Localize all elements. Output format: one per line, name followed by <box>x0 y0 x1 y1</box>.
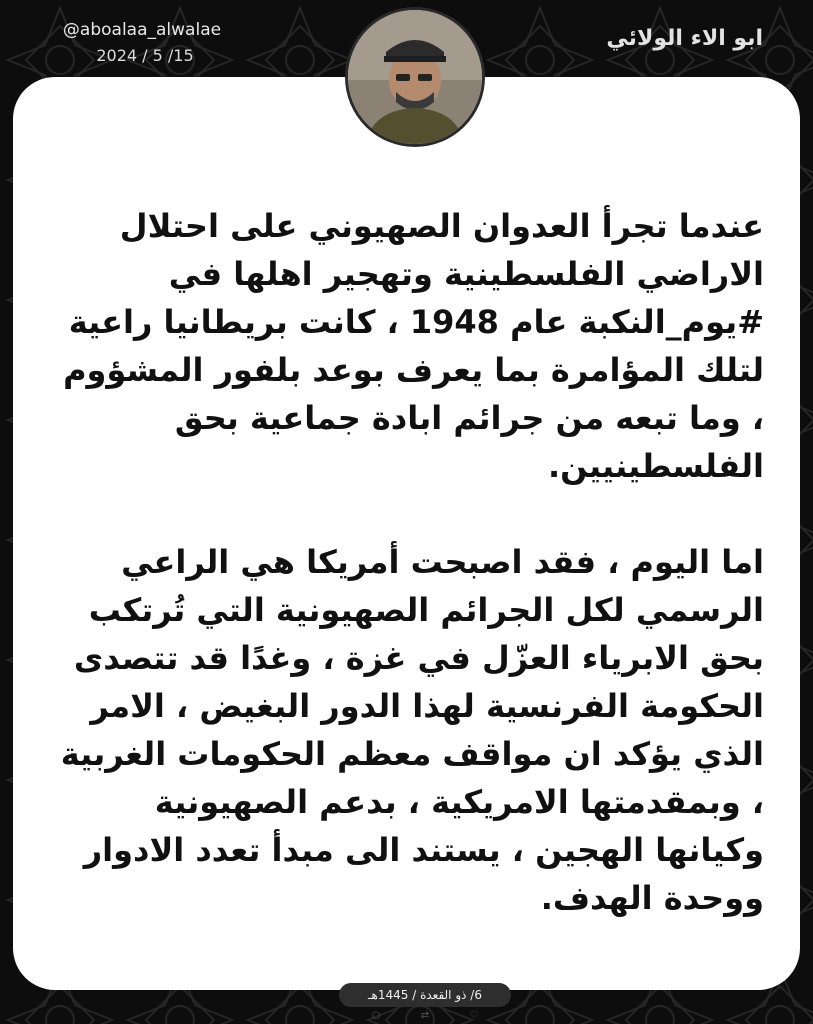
avatar[interactable] <box>348 10 482 144</box>
post-date: 2024 / 5 /15 <box>96 46 194 65</box>
account-handle[interactable]: @aboalaa_alwalae <box>62 20 222 40</box>
reply-icon[interactable]: ○ <box>371 1010 381 1021</box>
account-name[interactable]: ابو الاء الولائي <box>606 26 763 51</box>
retweet-icon[interactable]: ⇄ <box>420 1010 430 1021</box>
hijri-date-badge: 6/ ذو القعدة / 1445هـ <box>339 983 511 1007</box>
post-paragraph: عندما تجرأ العدوان الصهيوني على احتلال الاراضي الفلسطينية وتهجير اهلها في #يوم_النكبة عام 1948 ، كانت بريطانيا راعية لتلك المؤامرة بما يعرف بوعد بلفور المشؤوم ، وما تبعه من جرائم ابادة جماعية بحق الفلسطينيين. <box>63 207 764 485</box>
post-actions <box>370 1010 480 1022</box>
post-body <box>49 202 764 922</box>
post-paragraph: اما اليوم ، فقد اصبحت أمريكا هي الراعي الرسمي لكل الجرائم الصهيونية التي تُرتكب بحق الابرياء العزّل في غزة ، وغدًا قد تتصدى الحكومة الفرنسية لهذا الدور البغيض ، الامر الذي يؤكد ان مواقف معظم الحكومات الغربية ، وبمقدمتها الامريكية ، بدعم الصهيونية وكيانها الهجين ، يستند الى مبدأ تعدد الادوار ووحدة الهدف. <box>60 543 764 917</box>
like-icon[interactable]: ♡ <box>469 1010 479 1021</box>
post-card <box>13 77 800 990</box>
